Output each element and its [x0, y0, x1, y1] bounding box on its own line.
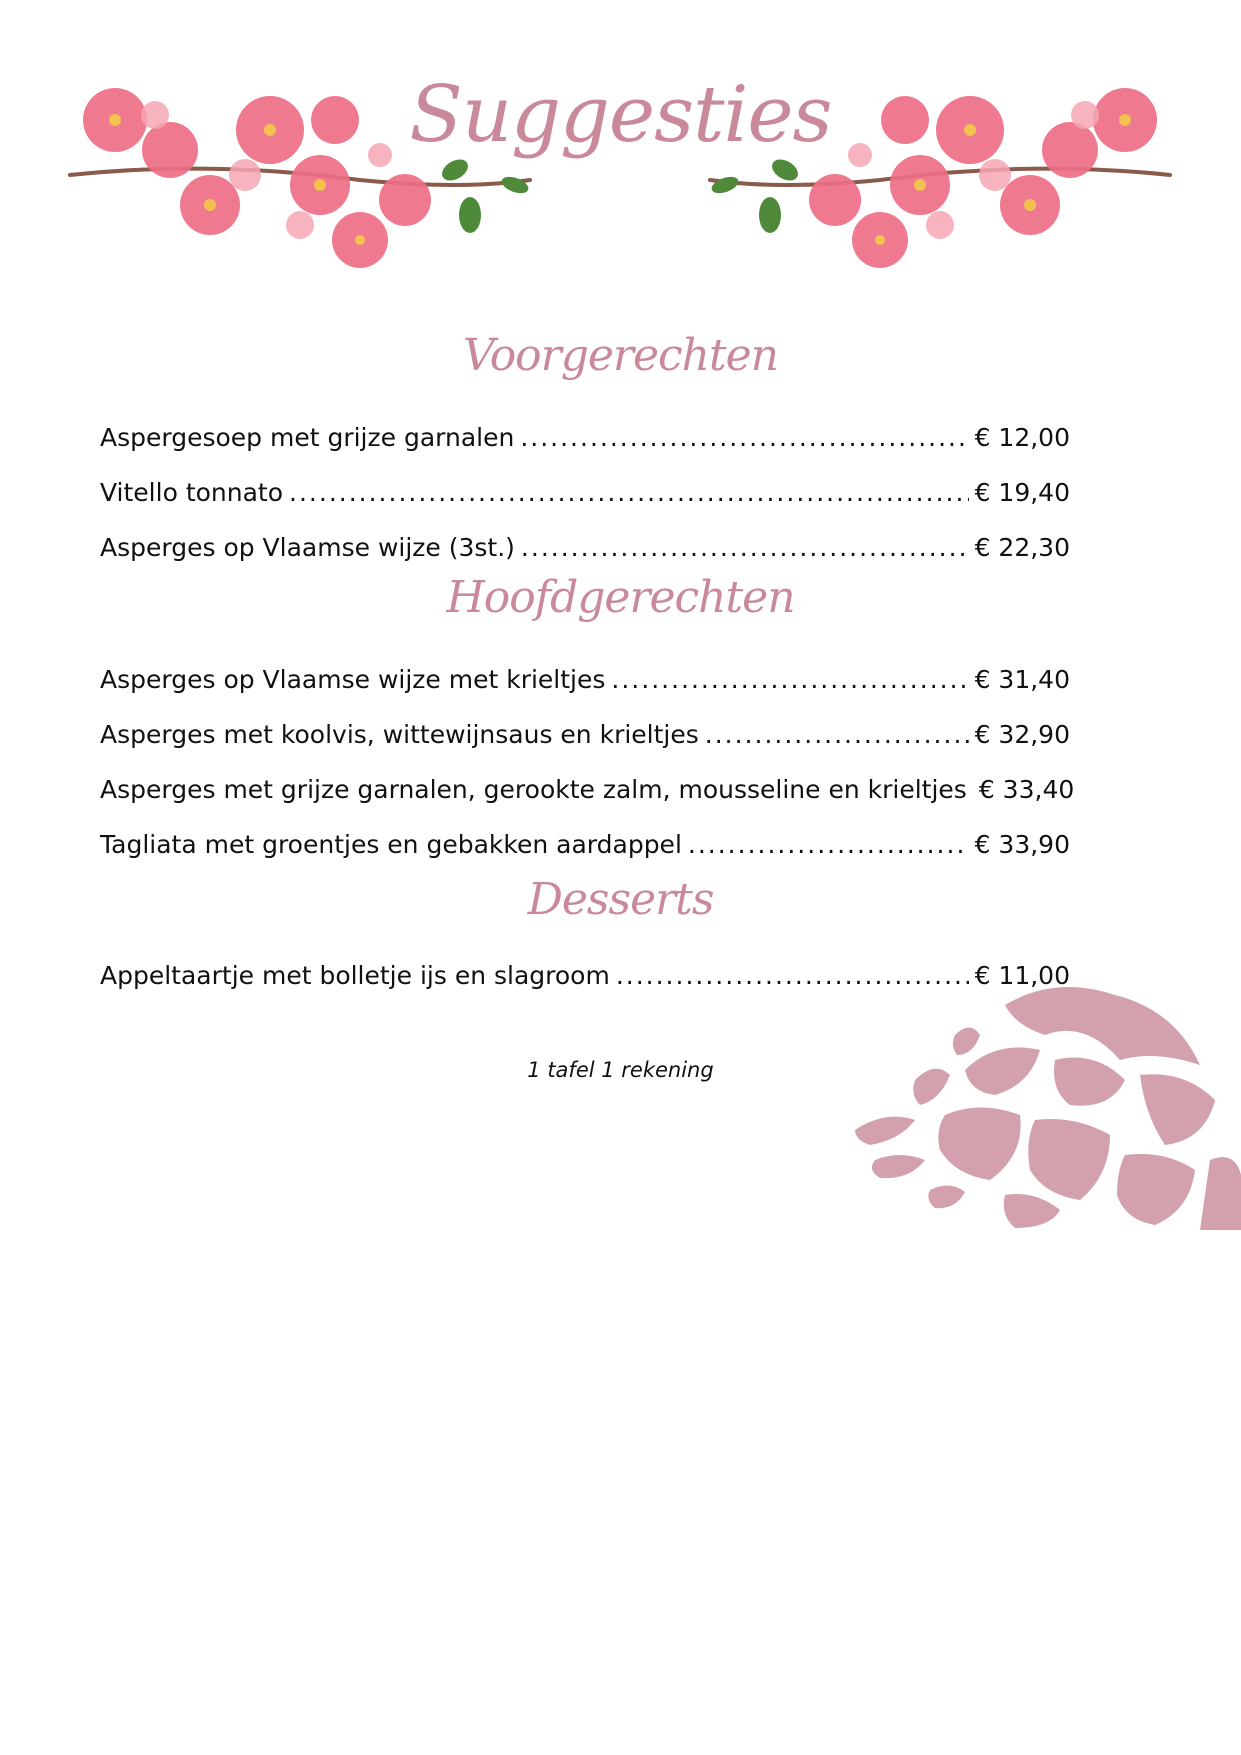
item-price: € 31,40: [974, 665, 1070, 694]
item-name: Asperges met grijze garnalen, gerookte zalm, mousseline en krieltjes: [100, 775, 967, 804]
item-price: € 33,40: [978, 775, 1075, 804]
item-name: Asperges op Vlaamse wijze (3st.): [100, 533, 515, 562]
item-name: Asperges met koolvis, wittewijnsaus en krieltjes: [100, 720, 699, 749]
item-price: € 19,40: [974, 478, 1070, 507]
menu-item: [100, 410, 1070, 465]
mains-list: [100, 652, 1075, 872]
item-name: Asperges op Vlaamse wijze met krieltjes: [100, 665, 606, 694]
item-price: € 33,90: [974, 830, 1070, 859]
item-price: € 22,30: [974, 533, 1070, 562]
dot-leader: [289, 465, 969, 520]
dot-leader: [688, 817, 969, 872]
dot-leader: [520, 410, 968, 465]
item-name: Tagliata met groentjes en gebakken aardappel: [100, 830, 682, 859]
starters-list: [100, 410, 1070, 575]
section-heading-starters: Voorgerechten: [462, 330, 779, 381]
menu-item: [100, 652, 1070, 707]
item-name: Vitello tonnato: [100, 478, 284, 507]
page-title: Suggesties: [409, 70, 832, 160]
item-name: Aspergesoep met grijze garnalen: [100, 423, 515, 452]
dot-leader: [705, 707, 969, 762]
item-price: € 12,00: [974, 423, 1070, 452]
item-price: € 32,90: [974, 720, 1070, 749]
menu-item: [100, 465, 1070, 520]
menu-item: [100, 817, 1070, 872]
menu-item: [100, 707, 1070, 762]
section-heading-desserts: Desserts: [527, 874, 714, 925]
section-heading-mains: Hoofdgerechten: [446, 572, 795, 623]
menu-item: [100, 520, 1070, 575]
item-price: € 11,00: [974, 961, 1070, 990]
rose-stencil-illustration: [855, 980, 1241, 1230]
menu-item: [100, 762, 1075, 817]
footer-note: 1 tafel 1 rekening: [527, 1058, 714, 1082]
dot-leader: [521, 520, 969, 575]
item-name: Appeltaartje met bolletje ijs en slagroom: [100, 961, 610, 990]
dot-leader: [611, 652, 968, 707]
